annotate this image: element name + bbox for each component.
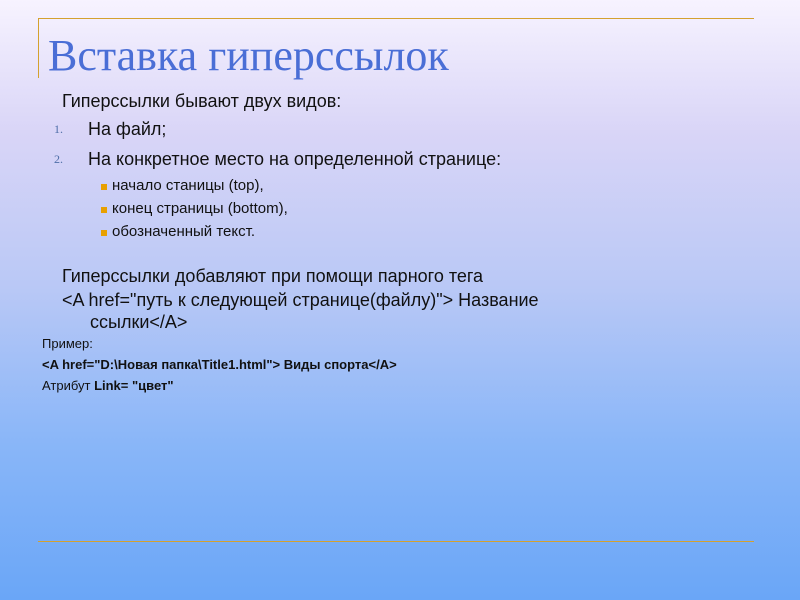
bullet-item-anchor	[40, 220, 760, 243]
tag-paragraph: Гиперссылки добавляют при помощи парного тега	[62, 266, 484, 286]
bullet-item-bottom	[40, 197, 760, 220]
tag-syntax-line-1: <A href="путь к следующей странице(файлу)"> Название	[62, 290, 539, 310]
numbered-item-1	[40, 114, 760, 144]
left-rule	[38, 18, 39, 78]
square-bullet-icon	[101, 184, 107, 190]
item-text: На конкретное место на определенной странице:	[88, 149, 502, 169]
top-rule	[38, 18, 754, 19]
bullet-text: конец страницы (bottom),	[112, 200, 288, 217]
item-text: На файл;	[88, 119, 167, 139]
attribute-code: Link= "цвет"	[94, 378, 174, 393]
tag-syntax-line-2: ссылки</A>	[90, 312, 188, 332]
item-number: 1.	[54, 122, 63, 136]
item-number: 2.	[54, 152, 63, 166]
slide-title: Вставка гиперссылок	[48, 31, 449, 80]
bullet-text: обозначенный текст.	[112, 223, 255, 240]
attribute-line	[40, 375, 760, 396]
intro-text: Гиперссылки бывают двух видов:	[62, 91, 342, 111]
numbered-item-2	[40, 144, 760, 174]
bottom-rule	[38, 541, 754, 542]
bullet-text: начало станицы (top),	[112, 177, 264, 194]
attribute-label: Атрибут	[42, 378, 95, 393]
spacer	[40, 243, 760, 264]
example-code-text: <A href="D:\Новая папка\Title1.html"> Виды спорта</A>	[42, 357, 397, 372]
slide-body	[40, 88, 760, 396]
example-code	[40, 354, 760, 375]
square-bullet-icon	[101, 207, 107, 213]
example-label: Пример:	[42, 336, 93, 351]
square-bullet-icon	[101, 230, 107, 236]
bullet-item-top	[40, 174, 760, 197]
tag-syntax	[40, 289, 760, 333]
